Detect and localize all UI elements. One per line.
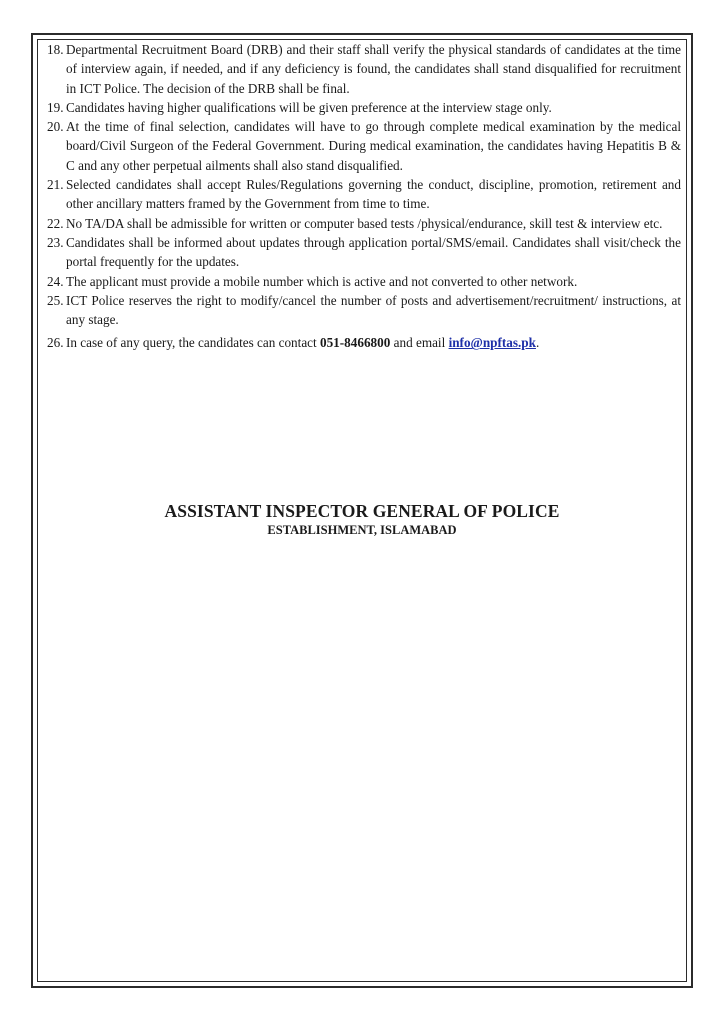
- clause-text: The applicant must provide a mobile number which is active and not converted to other network.: [66, 273, 578, 289]
- clause-text: At the time of final selection, candidates will have to go through complete medical examination by the medical board/Civil Surgeon of the Federal Government. During medical examination, the candidates having Hepatitis B & C and any other perpetual ailments shall also stand disqualified.: [66, 119, 681, 173]
- clause-text: Selected candidates shall accept Rules/Regulations governing the conduct, discipline, promotion, retirement and other ancillary matters framed by the Government from time to time.: [66, 177, 681, 212]
- clause-number: 20.: [47, 119, 64, 135]
- clause-20: [47, 117, 681, 175]
- clause-22: [47, 214, 681, 233]
- clause-24: [47, 272, 681, 291]
- clause-23: [47, 233, 681, 272]
- clause-number: 26.: [47, 335, 64, 351]
- clause-26-contact: [47, 333, 681, 352]
- clause-text: Candidates shall be informed about updates through application portal/SMS/email. Candidates shall visit/check the portal frequently for the updates.: [66, 234, 681, 270]
- contact-phone-number: 051-8466800: [319, 335, 391, 351]
- clause-list: [47, 40, 681, 353]
- clause-text: No TA/DA shall be admissible for written or computer based tests /physical/endurance, skill test & interview etc.: [66, 215, 663, 231]
- clause-number: 24.: [47, 273, 64, 289]
- contact-text-middle: and email: [390, 335, 449, 351]
- clause-text: Candidates having higher qualifications will be given preference at the interview stage only.: [66, 99, 552, 115]
- clause-21: [47, 175, 681, 214]
- contact-email-link[interactable]: info@npftas.pk: [448, 335, 536, 351]
- signature-title: ASSISTANT INSPECTOR GENERAL OF POLICE: [164, 501, 560, 521]
- clause-number: 23.: [47, 234, 64, 250]
- contact-text-after: .: [535, 335, 540, 351]
- clause-text: Departmental Recruitment Board (DRB) and their staff shall verify the physical standards of candidates at the time of interview again, if needed, and if any deficiency is found, the candidates shall stand disqualified for recruitment in ICT Police. The decision of the DRB shall be final.: [66, 42, 681, 96]
- clause-18: [47, 40, 681, 98]
- clause-text: ICT Police reserves the right to modify/cancel the number of posts and advertisement/recruitment/ instructions, at any stage.: [66, 292, 681, 328]
- clause-number: 19.: [47, 99, 64, 115]
- contact-text-before: In case of any query, the candidates can contact: [66, 335, 320, 351]
- document-body: [47, 40, 681, 353]
- clause-number: 25.: [47, 292, 64, 308]
- signature-block: [0, 500, 724, 538]
- signature-subtitle: ESTABLISHMENT, ISLAMABAD: [267, 523, 457, 537]
- clause-25: [47, 291, 681, 330]
- clause-number: 18.: [47, 42, 64, 57]
- clause-number: 22.: [47, 215, 64, 231]
- clause-19: [47, 98, 681, 117]
- clause-number: 21.: [47, 177, 64, 193]
